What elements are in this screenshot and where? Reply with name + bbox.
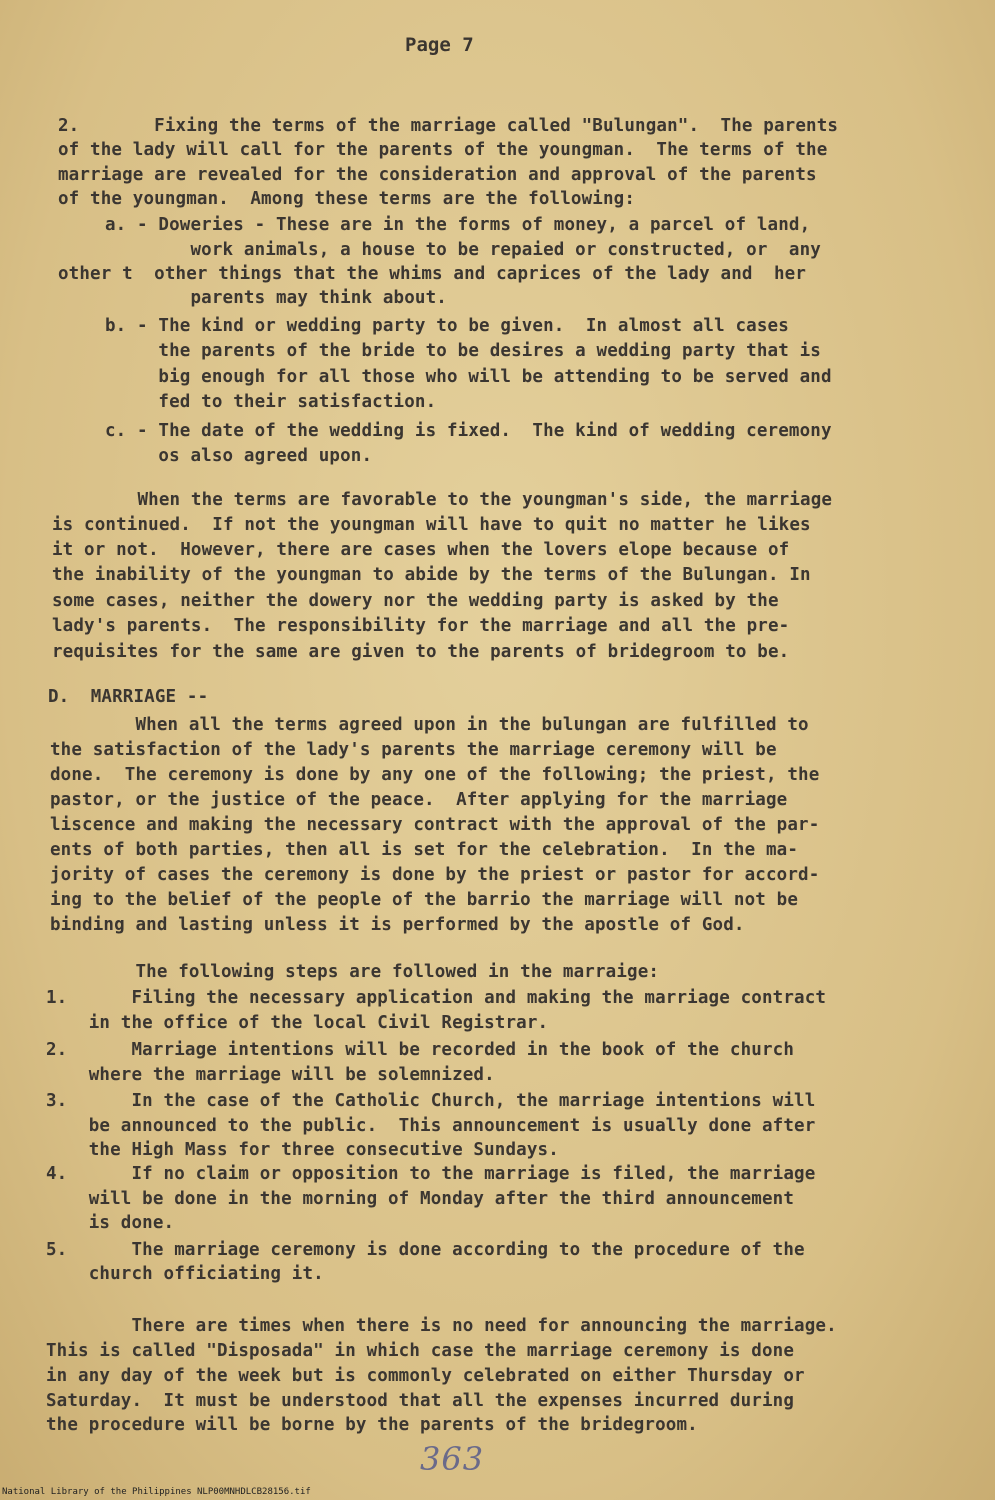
- terms-paragraph-line: When the terms are favorable to the youngman's side, the marriage: [52, 490, 833, 510]
- terms-paragraph-line: requisites for the same are given to the parents of bridegroom to be.: [52, 642, 790, 662]
- closing-paragraph-line: Saturday. It must be understood that all the expenses incurred during: [46, 1391, 795, 1411]
- terms-paragraph-line: it or not. However, there are cases when the lovers elope because of: [52, 540, 790, 560]
- term-b-line: fed to their satisfaction.: [105, 392, 437, 412]
- footer-file-id: NLP00MNHDLCB28156.tif: [197, 1487, 311, 1497]
- marriage-paragraph-line: ents of both parties, then all is set for the celebration. In the ma-: [50, 840, 799, 860]
- step-line: in the office of the local Civil Registrar.: [46, 1013, 549, 1033]
- step-line: church officiating it.: [46, 1264, 324, 1284]
- handwritten-page-number: 363: [420, 1440, 485, 1478]
- marriage-paragraph-line: pastor, or the justice of the peace. After applying for the marriage: [50, 790, 788, 810]
- marriage-paragraph-line: When all the terms agreed upon in the bulungan are fulfilled to: [50, 715, 809, 735]
- marriage-paragraph-line: jority of cases the ceremony is done by the priest or pastor for accord-: [50, 865, 820, 885]
- step-line: will be done in the morning of Monday after the third announcement: [46, 1189, 795, 1209]
- terms-paragraph-line: is continued. If not the youngman will have to quit no matter he likes: [52, 515, 811, 535]
- footer-library: National Library of the Philippines: [2, 1487, 192, 1497]
- marriage-paragraph-line: ing to the belief of the people of the barrio the marriage will not be: [50, 890, 799, 910]
- step-line: 1. Filing the necessary application and making the marriage contract: [46, 988, 827, 1008]
- marriage-paragraph-line: binding and lasting unless it is performed by the apostle of God.: [50, 915, 745, 935]
- closing-paragraph-line: the procedure will be borne by the parents of the bridegroom.: [46, 1415, 698, 1435]
- section-2-line: of the lady will call for the parents of the youngman. The terms of the: [58, 140, 828, 160]
- step-line: 4. If no claim or opposition to the marriage is filed, the marriage: [46, 1164, 816, 1184]
- page-number: Page 7: [405, 34, 474, 56]
- terms-paragraph-line: some cases, neither the dowery nor the wedding party is asked by the: [52, 591, 779, 611]
- section-2-line: of the youngman. Among these terms are the following:: [58, 189, 636, 209]
- step-line: 2. Marriage intentions will be recorded in the book of the church: [46, 1040, 795, 1060]
- closing-paragraph-line: There are times when there is no need for announcing the marriage.: [46, 1316, 837, 1336]
- steps-intro: The following steps are followed in the marraige:: [50, 962, 660, 982]
- term-b-line: big enough for all those who will be attending to be served and: [105, 367, 832, 387]
- step-line: 3. In the case of the Catholic Church, the marriage intentions will: [46, 1091, 816, 1111]
- step-line: be announced to the public. This announcement is usually done after: [46, 1116, 816, 1136]
- term-a-line: parents may think about.: [105, 288, 447, 308]
- terms-paragraph-line: lady's parents. The responsibility for the marriage and all the pre-: [52, 616, 790, 636]
- section-2-line: 2. Fixing the terms of the marriage called "Bulungan". The parents: [58, 116, 839, 136]
- step-line: is done.: [46, 1213, 175, 1233]
- term-a-line: other t other things that the whims and caprices of the lady and her: [58, 264, 807, 284]
- section-d-heading: D. MARRIAGE --: [48, 687, 209, 707]
- terms-paragraph-line: the inability of the youngman to abide by the terms of the Bulungan. In: [52, 565, 811, 585]
- term-b-line: the parents of the bride to be desires a wedding party that is: [105, 341, 821, 361]
- section-2-line: marriage are revealed for the consideration and approval of the parents: [58, 165, 817, 185]
- marriage-paragraph-line: the satisfaction of the lady's parents the marriage ceremony will be: [50, 740, 777, 760]
- step-line: the High Mass for three consecutive Sundays.: [46, 1140, 559, 1160]
- marriage-paragraph-line: liscence and making the necessary contract with the approval of the par-: [50, 815, 820, 835]
- term-c-line: c. - The date of the wedding is fixed. The kind of wedding ceremony: [105, 421, 832, 441]
- closing-paragraph-line: This is called "Disposada" in which case the marriage ceremony is done: [46, 1341, 795, 1361]
- term-c-line: os also agreed upon.: [105, 446, 373, 466]
- step-line: where the marriage will be solemnized.: [46, 1065, 495, 1085]
- closing-paragraph-line: in any day of the week but is commonly celebrated on either Thursday or: [46, 1366, 805, 1386]
- marriage-paragraph-line: done. The ceremony is done by any one of the following; the priest, the: [50, 765, 820, 785]
- term-b-line: b. - The kind or wedding party to be given. In almost all cases: [105, 316, 789, 336]
- term-a-line: work animals, a house to be repaied or constructed, or any: [105, 240, 821, 260]
- step-line: 5. The marriage ceremony is done according to the procedure of the: [46, 1240, 805, 1260]
- term-a-line: a. - Doweries - These are in the forms of money, a parcel of land,: [105, 215, 811, 235]
